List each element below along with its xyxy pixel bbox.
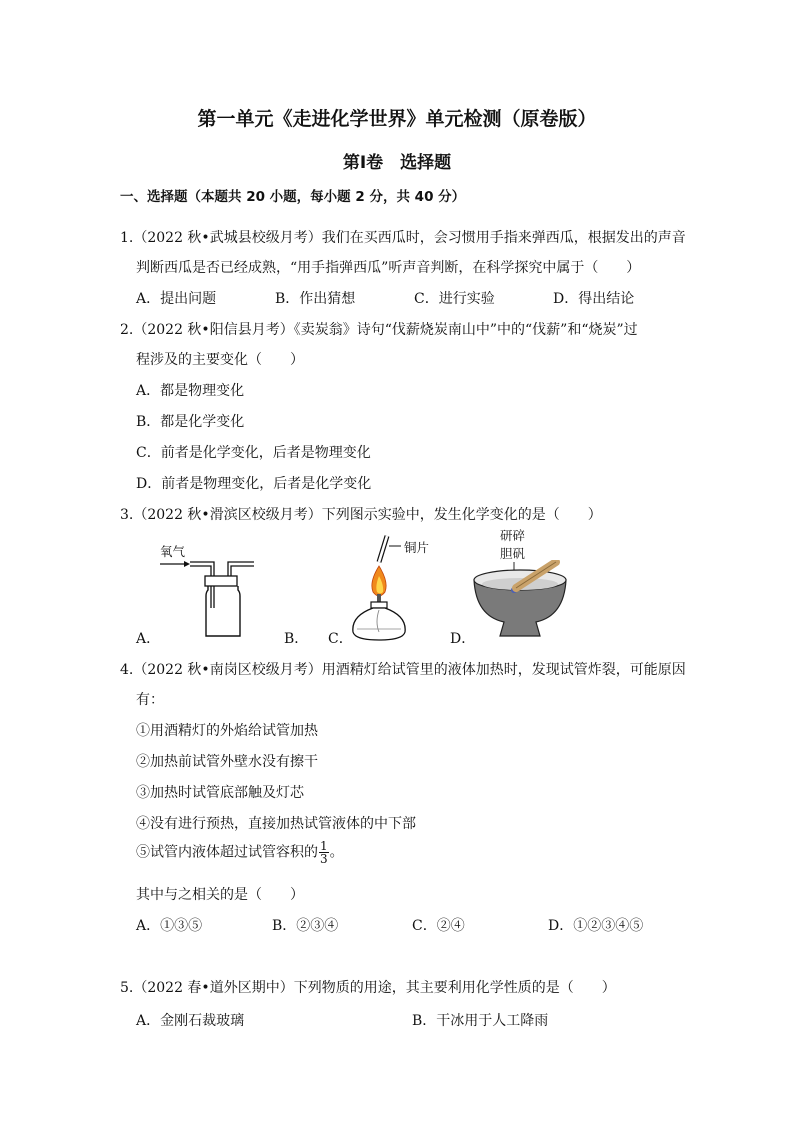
question-2-option-d: D．前者是物理变化，后者是化学变化 [136, 476, 372, 492]
question-4-item-1: ①用酒精灯的外焰给试管加热 [136, 723, 318, 739]
question-4-line-2: 有： [136, 692, 164, 708]
question-5-line-1: 5.（2022 春•道外区期中）下列物质的用途，其主要利用化学性质的是（ ） [120, 980, 616, 996]
question-4-item-4: ④没有进行预热，直接加热试管液体的中下部 [136, 816, 416, 832]
page-title: 第一单元《走进化学世界》单元检测（原卷版） [197, 108, 597, 130]
question-1-option-c: C．进行实验 [414, 291, 495, 307]
question-1-line-1: 1.（2022 秋•武城县校级月考）我们在买西瓜时，会习惯用手指来弹西瓜，根据发出的声音 [120, 230, 686, 246]
figure-d-label-vitriol: 胆矾 [500, 546, 526, 561]
question-1-option-a: A．提出问题 [136, 291, 217, 307]
question-1-option-d: D．得出结论 [553, 291, 635, 307]
question-4-ask: 其中与之相关的是（ ） [136, 887, 304, 903]
question-5-option-b: B．干冰用于人工降雨 [412, 1013, 549, 1029]
question-3-option-a: A． [136, 631, 161, 647]
question-2-option-a: A．都是物理变化 [136, 383, 245, 399]
question-4-option-c: C．②④ [412, 918, 465, 934]
question-1-option-b: B．作出猜想 [275, 291, 356, 307]
question-4-option-b: B．②③④ [272, 918, 339, 934]
mortar-pestle-figure [470, 560, 570, 640]
question-4-option-a: A．①③⑤ [136, 918, 203, 934]
question-4-item-5-end: 。 [329, 844, 344, 861]
question-4-item-2: ②加热前试管外壁水没有擦干 [136, 754, 318, 770]
figure-c-label-copper: 铜片 [404, 540, 430, 555]
question-4-item-5 [136, 840, 344, 865]
question-4-item-3: ③加热时试管底部触及灯芯 [136, 785, 304, 801]
question-2-option-c: C．前者是化学变化，后者是物理变化 [136, 445, 371, 461]
question-2-line-2: 程涉及的主要变化（ ） [136, 352, 304, 368]
question-4-item-5-text: ⑤试管内液体超过试管容积的 [136, 844, 318, 861]
fraction-denominator: 3 [320, 852, 328, 866]
question-3-option-d: D． [450, 631, 476, 647]
question-3-option-c: C． [328, 631, 353, 647]
question-3-option-b: B． [284, 631, 309, 647]
question-1-line-2: 判断西瓜是否已经成熟，“用手指弹西瓜”听声音判断，在科学探究中属于（ ） [136, 260, 641, 276]
figure-d-label-grind: 研碎 [500, 528, 526, 543]
alcohol-lamp-figure [345, 532, 417, 644]
question-2-line-1: 2.（2022 秋•阳信县月考）《卖炭翁》诗句“伐薪烧炭南山中”中的“伐薪”和“烧炭”过 [120, 322, 638, 338]
question-5-option-a: A．金刚石裁玻璃 [136, 1013, 245, 1029]
section-heading: 一、选择题（本题共 20 小题，每小题 2 分，共 40 分） [120, 189, 466, 205]
question-4-line-1: 4.（2022 秋•南岗区校级月考）用酒精灯给试管里的液体加热时，发现试管炸裂，可能原因 [120, 662, 686, 678]
question-3-line-1: 3.（2022 秋•滑滨区校级月考）下列图示实验中，发生化学变化的是（ ） [120, 507, 602, 523]
fraction-one-third [319, 840, 329, 865]
gas-bottle-figure [158, 548, 258, 640]
question-4-option-d: D．①②③④⑤ [548, 918, 644, 934]
fraction-numerator: 1 [320, 839, 328, 853]
section-subtitle: 第Ⅰ卷 选择题 [342, 153, 452, 173]
question-2-option-b: B．都是化学变化 [136, 414, 245, 430]
figure-a-label-oxygen: 氧气 [160, 544, 186, 559]
